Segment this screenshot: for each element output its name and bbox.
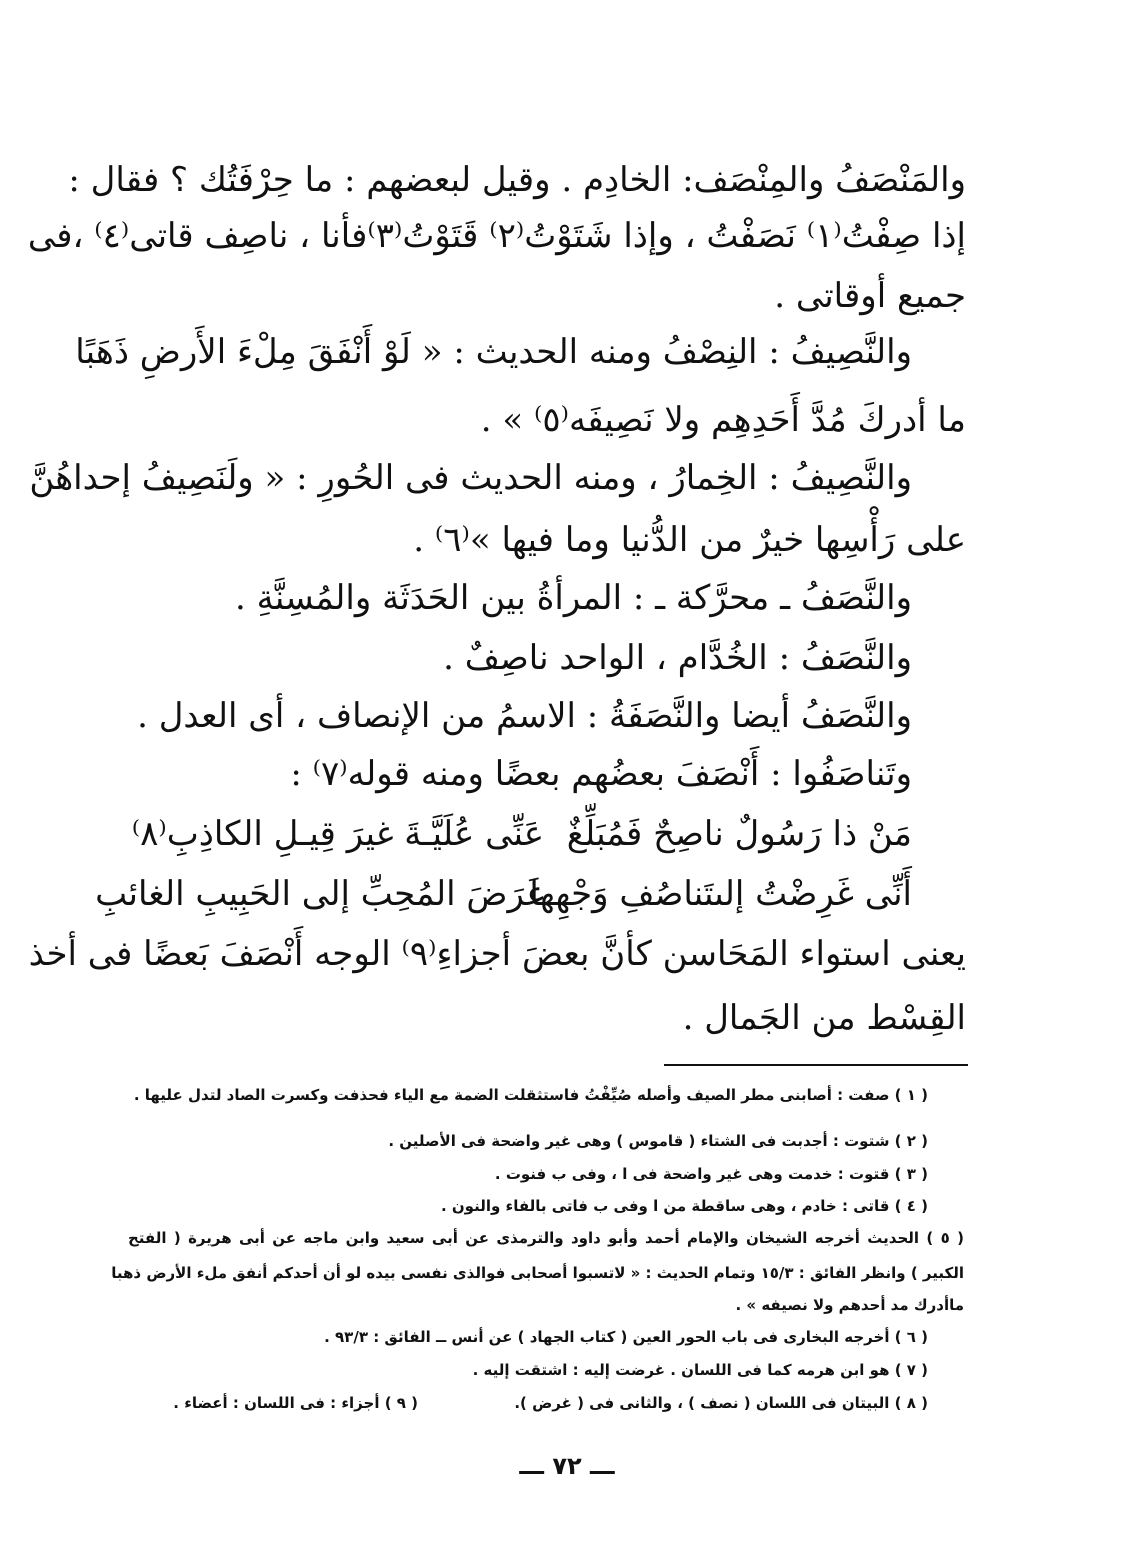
body-line-13: القِسْط من الجَمال .: [682, 998, 966, 1038]
page-number: ـــ ٧٢ ـــ: [519, 1452, 615, 1480]
body-line-11: وتَناصَفُوا : أَنْصَفَ بعضُهم بعضًا ومنه قوله⁽٧⁾ :: [290, 754, 912, 794]
verse-2-first-hemistich: أَنِّى غَرِضْتُ إلىتَناصُفِ وَجْهِها: [529, 874, 912, 914]
body-line-10: والنَّصَفُ أيضا والنَّصَفَةُ : الاسمُ من الإنصاف ، أى العدل .: [137, 696, 912, 736]
body-line-1: والمَنْصَفُ والمِنْصَف: الخادِم . وقيل لبعضهم : ما حِرْفَتُك ؟ فقال :: [68, 160, 966, 200]
verse-2-second-hemistich: غَرَضَ المُحِبِّ إلى الحَبِيبِ الغائبِ: [95, 874, 544, 914]
body-line-9: والنَّصَفُ : الخُدَّام ، الواحد ناصِفٌ .: [443, 638, 912, 678]
footnote-3: ( ٣ ) قتوت : خدمت وهى غير واضحة فى ا ، وفى ب فنوت .: [494, 1165, 928, 1183]
footnote-2: ( ٢ ) شتوت : أجدبت فى الشتاء ( قاموس ) وهى غير واضحة فى الأصلين .: [388, 1132, 928, 1150]
footnote-6: ( ٦ ) أخرجه البخارى فى باب الحور العين ( كتاب الجهاد ) عن أنس ــ الفائق : ٩٣/٣ .: [324, 1328, 928, 1346]
body-line-7: على رَأْسِها خيرٌ من الدُّنيا وما فيها »⁽٦⁾ .: [413, 520, 966, 560]
footnote-7: ( ٧ ) هو ابن هرمه كما فى اللسان . غرضت إليه : اشتقت إليه .: [472, 1361, 928, 1379]
footnote-separator: [664, 1064, 968, 1066]
body-line-2: إذا صِفْتُ⁽١⁾ نَصَفْتُ ، وإذا شَتَوْتُ⁽٢⁾ قَتَوْتُ⁽٣⁾فأنا ، ناصِف قاتى⁽٤⁾ ،فى: [27, 216, 966, 256]
footnote-5-end: ماأدرك مد أحدهم ولا نصيفه » .: [735, 1296, 964, 1314]
body-line-5: ما أدركَ مُدَّ أَحَدِهِم ولا نَصِيفَه⁽٥⁾ » .: [480, 400, 966, 440]
footnote-5-continued: الكبير ) وانظر الفائق : ١٥/٣ وتمام الحديث : « لاتسبوا أصحابى فوالذى نفسى بيده لو أن أحدكم أنفق ملء الأرض ذهبا: [111, 1264, 964, 1282]
footnote-8: ( ٨ ) البيتان فى اللسان ( نصف ) ، والثانى فى ( غرض ).: [514, 1394, 928, 1412]
footnote-9: ( ٩ ) أجزاء : فى اللسان : أعضاء .: [173, 1394, 418, 1412]
verse-1-first-hemistich: مَنْ ذا رَسُولٌ ناصِحٌ فَمُبَلِّغٌ: [566, 814, 912, 854]
footnote-5: ( ٥ ) الحديث أخرجه الشيخان والإمام أحمد وأبو داود والترمذى عن أبى سعيد وابن ماجه عن أبى هريرة ( الفتح: [128, 1229, 964, 1247]
body-line-6: والنَّصِيفُ : الخِمارُ ، ومنه الحديث فى الحُورِ : « ولَنَصِيفُ إحداهُنَّ: [29, 458, 912, 498]
footnote-1: ( ١ ) صفت : أصابنى مطر الصيف وأصله صُيِّفْتُ فاستثقلت الضمة مع الياء فحذفت وكسرت الصاد لتدل عليها .: [133, 1086, 928, 1104]
body-line-3: جميع أوقاتى .: [774, 276, 966, 316]
footnote-4: ( ٤ ) قاتى : خادم ، وهى ساقطة من ا وفى ب فاتى بالفاء والنون .: [440, 1197, 928, 1215]
body-line-8: والنَّصَفُ ـ محرَّكة ـ : المرأةُ بين الحَدَثَة والمُسِنَّةِ .: [234, 578, 912, 618]
body-line-4: والنَّصِيفُ : النِصْفُ ومنه الحديث : « لَوْ أَنْفَقَ مِلْءَ الأَرضِ ذَهَبًا: [75, 332, 912, 372]
body-line-12: يعنى استواء المَحَاسن كأنَّ بعضَ أجزاءِ⁽٩⁾ الوجه أَنْصَفَ بَعضًا فى أخذ: [28, 934, 966, 974]
verse-1-second-hemistich: عَنِّى عُلَيَّـةَ غيرَ قِيـلِ الكاذِبِ⁽٨⁾: [131, 814, 544, 854]
